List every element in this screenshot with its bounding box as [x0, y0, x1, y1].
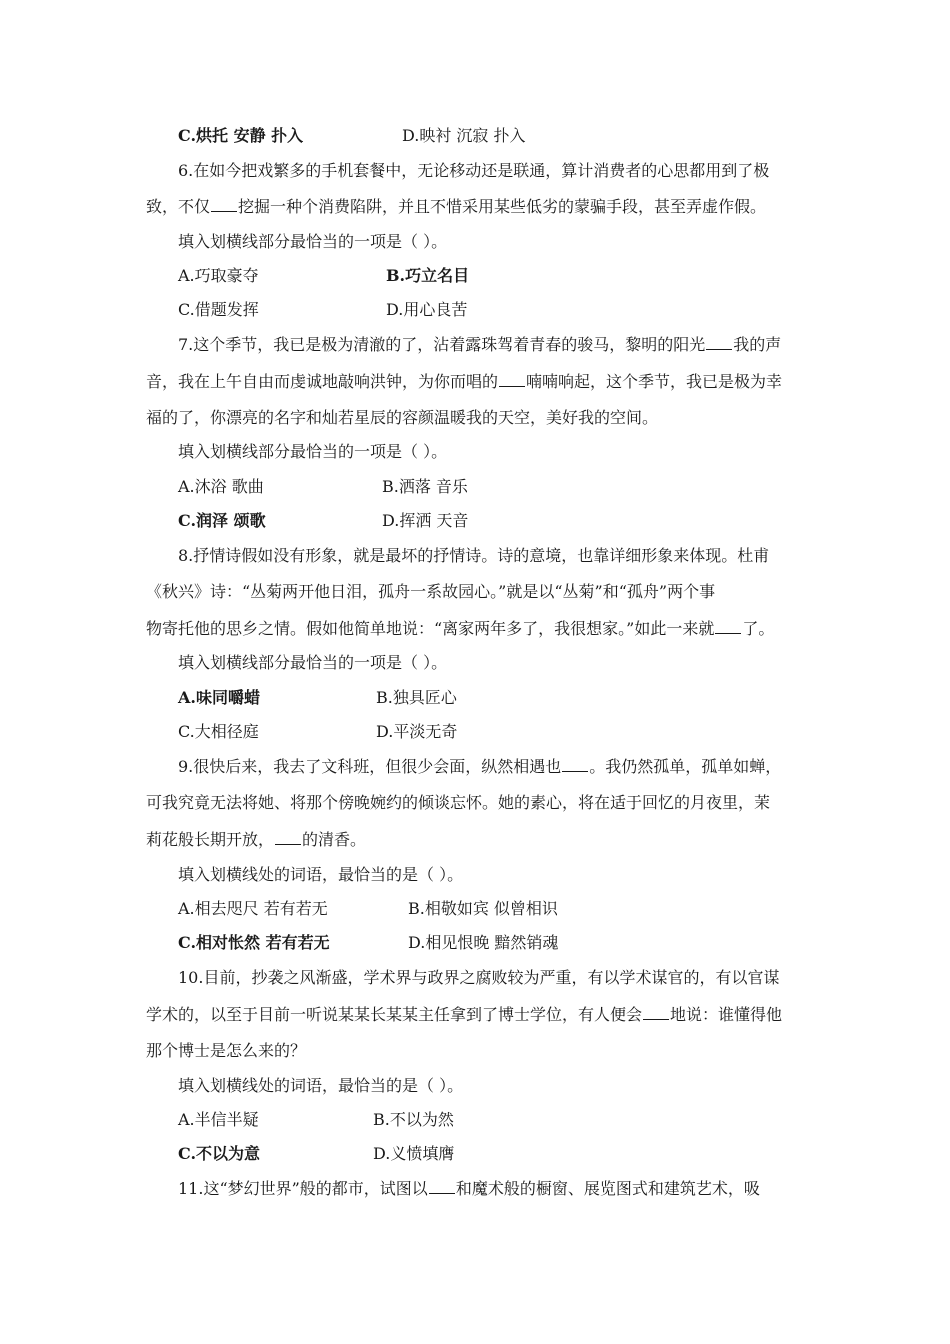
answer-blank: [211, 197, 237, 212]
q8-line-2: 《秋兴》诗：“丛菊两开他日泪，孤舟一系故园心。”就是以“丛菊”和“孤舟”两个事: [146, 582, 716, 601]
q10-line-2: 学术的，以至于目前一听说某某长某某主任拿到了博士学位，有人便会 地说：谁懂得他: [146, 1005, 783, 1024]
q8-option-c: C.大相径庭: [178, 722, 259, 741]
q7-option-d: D.挥洒 天音: [382, 511, 469, 530]
q8-prompt: 填入划横线部分最恰当的一项是（ ）。: [178, 653, 448, 672]
answer-blank: [499, 372, 525, 387]
q10-option-a: A.半信半疑: [178, 1110, 259, 1129]
q11-line-1: 11.这“梦幻世界”般的都市，试图以 和魔术般的橱窗、展览图式和建筑艺术，吸: [178, 1179, 760, 1198]
answer-blank: [275, 830, 301, 845]
answer-blank: [429, 1179, 455, 1194]
q10-line-3: 那个博士是怎么来的？: [146, 1041, 307, 1060]
answer-blank: [715, 619, 741, 634]
q7-line-3: 福的了，你漂亮的名字和灿若星辰的容颜温暖我的天空，美好我的空间。: [146, 408, 659, 427]
q9-line-2: 可我究竟无法将她、将那个傍晚婉约的倾谈忘怀。她的素心，将在适于回忆的月夜里，茉: [146, 793, 771, 812]
q7-prompt: 填入划横线部分最恰当的一项是（ ）。: [178, 442, 448, 461]
q6-line-1: 6.在如今把戏繁多的手机套餐中，无论移动还是联通，算计消费者的心思都用到了极: [178, 161, 770, 180]
q7-option-a: A.沐浴 歌曲: [178, 477, 264, 496]
q6-option-c: C.借题发挥: [178, 300, 259, 319]
q8-option-d: D.平淡无奇: [376, 722, 458, 741]
q7-line-2: 音，我在上午自由而虔诚地敲响洪钟，为你而唱的 喃喃响起，这个季节，我已是极为幸: [146, 372, 783, 391]
q7-line-1: 7.这个季节，我已是极为清澈的了，沾着露珠驾着青春的骏马，黎明的阳光 我的声: [178, 335, 782, 354]
q5-option-d: D.映衬 沉寂 扑入: [402, 126, 526, 145]
q8-line-1: 8.抒情诗假如没有形象，就是最坏的抒情诗。诗的意境，也靠详细形象来体现。杜甫: [178, 546, 770, 565]
q6-option-d: D.用心良苦: [386, 300, 468, 319]
q8-option-b: B.独具匠心: [376, 688, 457, 707]
q9-option-b: B.相敬如宾 似曾相识: [408, 899, 558, 918]
q7-option-b: B.洒落 音乐: [382, 477, 468, 496]
q10-option-b: B.不以为然: [373, 1110, 454, 1129]
q6-line-2: 致，不仅 挖掘一种个消费陷阱，并且不惜采用某些低劣的蒙骗手段，甚至弄虚作假。: [146, 197, 767, 216]
q9-option-d: D.相见恨晚 黯然销魂: [408, 933, 559, 952]
q9-line-3: 莉花般长期开放， 的清香。: [146, 830, 367, 849]
q6-prompt: 填入划横线部分最恰当的一项是（ ）。: [178, 232, 448, 251]
q10-prompt: 填入划横线处的词语，最恰当的是（ ）。: [178, 1076, 464, 1095]
q10-option-c: C.不以为意: [178, 1144, 261, 1163]
q6-option-b: B.巧立名目: [386, 266, 470, 285]
q5-option-c: C.烘托 安静 扑入: [178, 126, 304, 145]
q8-option-a: A.味同嚼蜡: [178, 688, 260, 707]
q10-option-d: D.义愤填膺: [373, 1144, 455, 1163]
q10-line-1: 10.目前，抄袭之风渐盛，学术界与政界之腐败较为严重，有以学术谋官的，有以官谋: [178, 968, 780, 987]
q9-option-a: A.相去咫尺 若有若无: [178, 899, 328, 918]
q9-prompt: 填入划横线处的词语，最恰当的是（ ）。: [178, 865, 464, 884]
answer-blank: [643, 1005, 669, 1020]
q9-line-1: 9.很快后来，我去了文科班，但很少会面，纵然相遇也 。我仍然孤单，孤单如蝉，: [178, 757, 782, 776]
answer-blank: [562, 757, 588, 772]
q8-line-3: 物寄托他的思乡之情。假如他简单地说：“离家两年多了，我很想家。”如此一来就 了。: [146, 619, 775, 638]
q7-option-c: C.润泽 颂歌: [178, 511, 266, 530]
q9-option-c: C.相对怅然 若有若无: [178, 933, 330, 952]
answer-blank: [706, 335, 732, 350]
q6-option-a: A.巧取豪夺: [178, 266, 259, 285]
